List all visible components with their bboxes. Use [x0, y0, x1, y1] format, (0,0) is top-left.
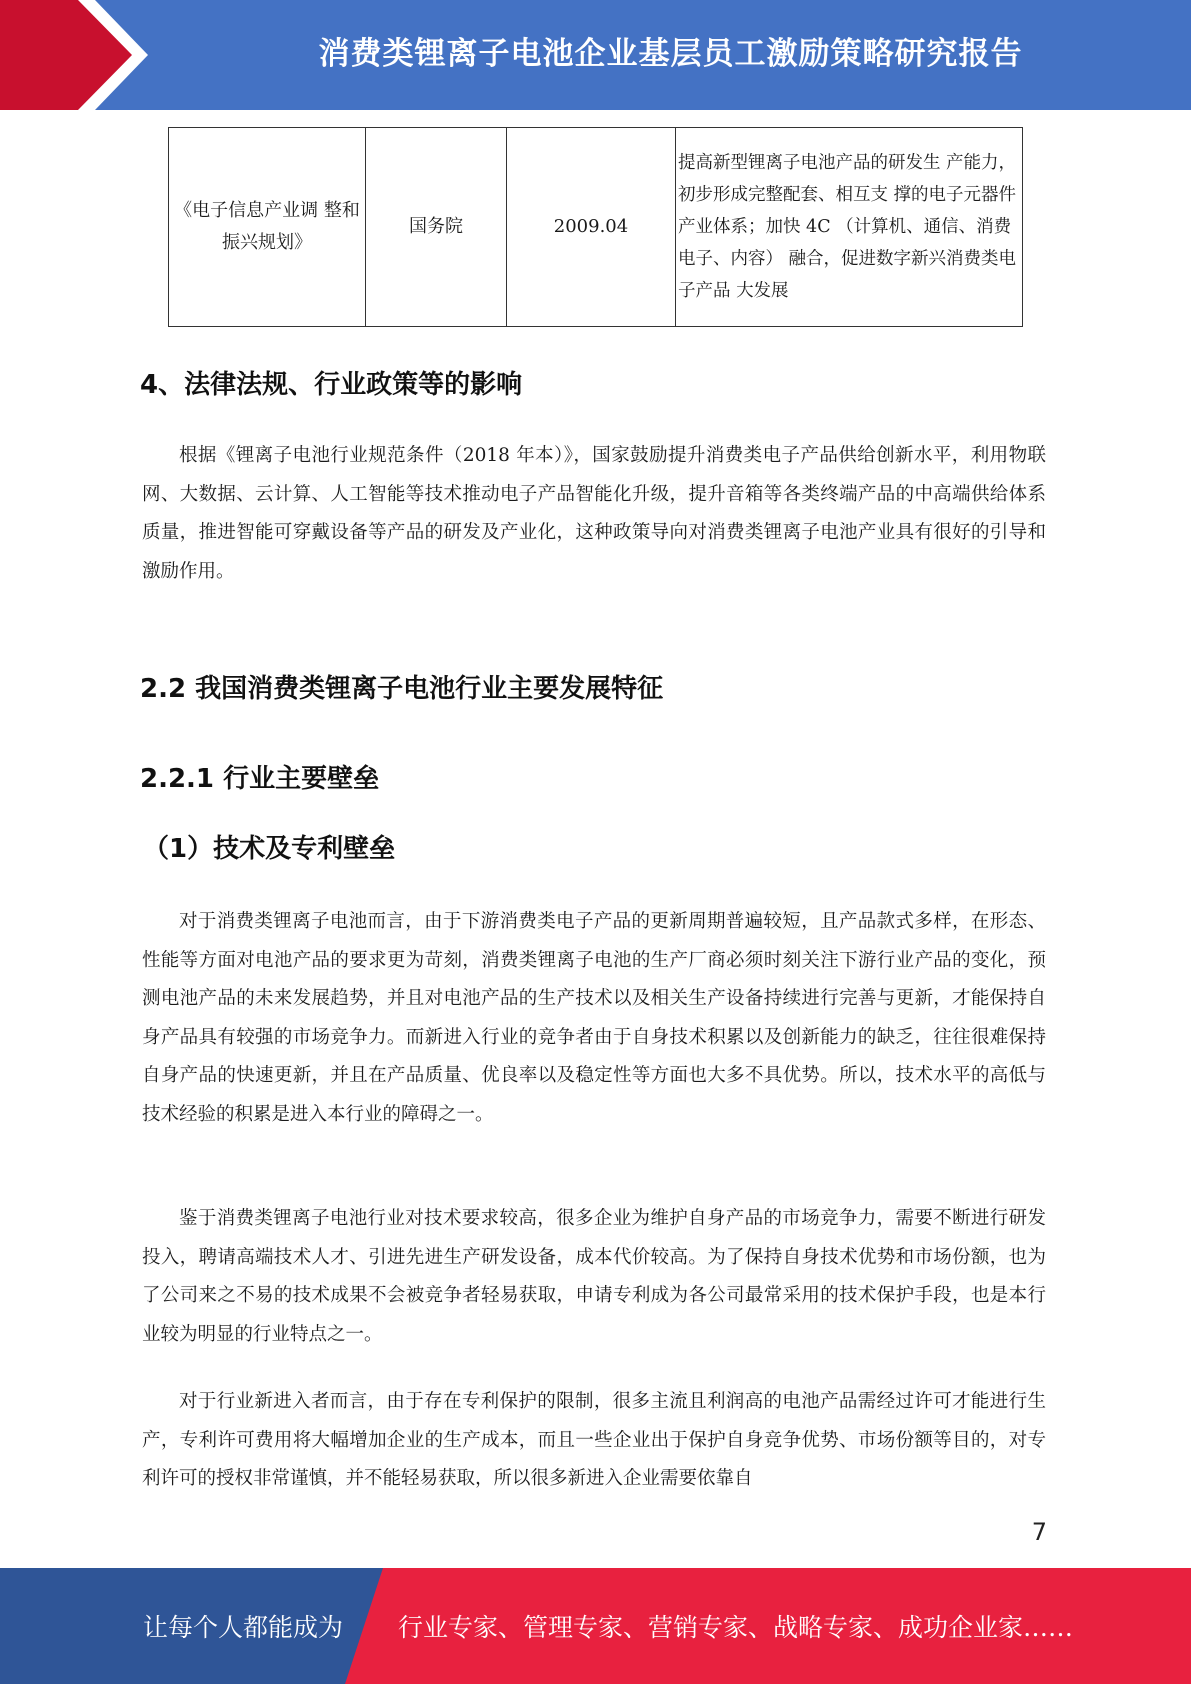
- page-footer: [0, 1568, 1191, 1684]
- section-4-heading: 4、法律法规、行业政策等的影响: [140, 370, 523, 400]
- paragraph-3: 对于行业新进入者而言，由于存在专利保护的限制，很多主流且利润高的电池产品需经过许可才能进行生产，专利许可费用将大幅增加企业的生产成本，而且一些企业出于保护自身竞争优势、市场份额等目的，对专利许可的授权非常谨慎，并不能轻易获取，所以很多新进入企业需要依靠自: [142, 1391, 1046, 1489]
- table-row: [169, 128, 1023, 327]
- section-2-2-1-heading: 2.2.1 行业主要壁垒: [140, 764, 380, 794]
- section-4-paragraph: 根据《锂离子电池行业规范条件（2018 年本）》，国家鼓励提升消费类电子产品供给创新水平，利用物联网、大数据、云计算、人工智能等技术推动电子产品智能化升级，提升音箱等各类终端产品的中高端供给体系质量，推进智能可穿戴设备等产品的研发及产业化，这种政策导向对消费类锂离子电池产业具有很好的引导和激励作用。: [142, 445, 1046, 582]
- paragraph-2: 鉴于消费类锂离子电池行业对技术要求较高，很多企业为维护自身产品的市场竞争力，需要不断进行研发投入，聘请高端技术人才、引进先进生产研发设备，成本代价较高。为了保持自身技术优势和市场份额，也为了公司来之不易的技术成果不会被竞争者轻易获取，申请专利成为各公司最常采用的技术保护手段，也是本行业较为明显的行业特点之一。: [142, 1208, 1046, 1345]
- policy-name-cell: 《电子信息产业调 整和振兴规划》: [169, 128, 366, 327]
- content-cell: 提高新型锂离子电池产品的研发生 产能力，初步形成完整配套、相互支 撑的电子元器件产业体系；加快 4C （计算机、通信、消费电子、内容） 融合，促进数字新兴消费类电子产品 大发展: [676, 128, 1023, 327]
- page-header: [0, 0, 1191, 110]
- subsection-heading: （1）技术及专利壁垒: [143, 834, 396, 864]
- page-number: 7: [1031, 1518, 1047, 1546]
- date-cell: 2009.04: [507, 128, 676, 327]
- issuer-cell: 国务院: [366, 128, 507, 327]
- policy-table: [168, 127, 1023, 327]
- footer-right-text: 行业专家、管理专家、营销专家、战略专家、成功企业家……: [398, 1613, 1074, 1642]
- header-title: 消费类锂离子电池企业基层员工激励策略研究报告: [318, 35, 1023, 72]
- header-chevron-icon: [0, 0, 160, 110]
- section-2-2-heading: 2.2 我国消费类锂离子电池行业主要发展特征: [140, 674, 664, 704]
- footer-left-text: 让每个人都能成为: [143, 1613, 344, 1642]
- paragraph-1: 对于消费类锂离子电池而言，由于下游消费类电子产品的更新周期普遍较短，且产品款式多样，在形态、性能等方面对电池产品的要求更为苛刻，消费类锂离子电池的生产厂商必须时刻关注下游行业产品的变化，预测电池产品的未来发展趋势，并且对电池产品的生产技术以及相关生产设备持续进行完善与更新，才能保持自身产品具有较强的市场竞争力。而新进入行业的竞争者由于自身技术积累以及创新能力的缺乏，往往很难保持自身产品的快速更新，并且在产品质量、优良率以及稳定性等方面也大多不具优势。所以，技术水平的高低与技术经验的积累是进入本行业的障碍之一。: [142, 911, 1046, 1125]
